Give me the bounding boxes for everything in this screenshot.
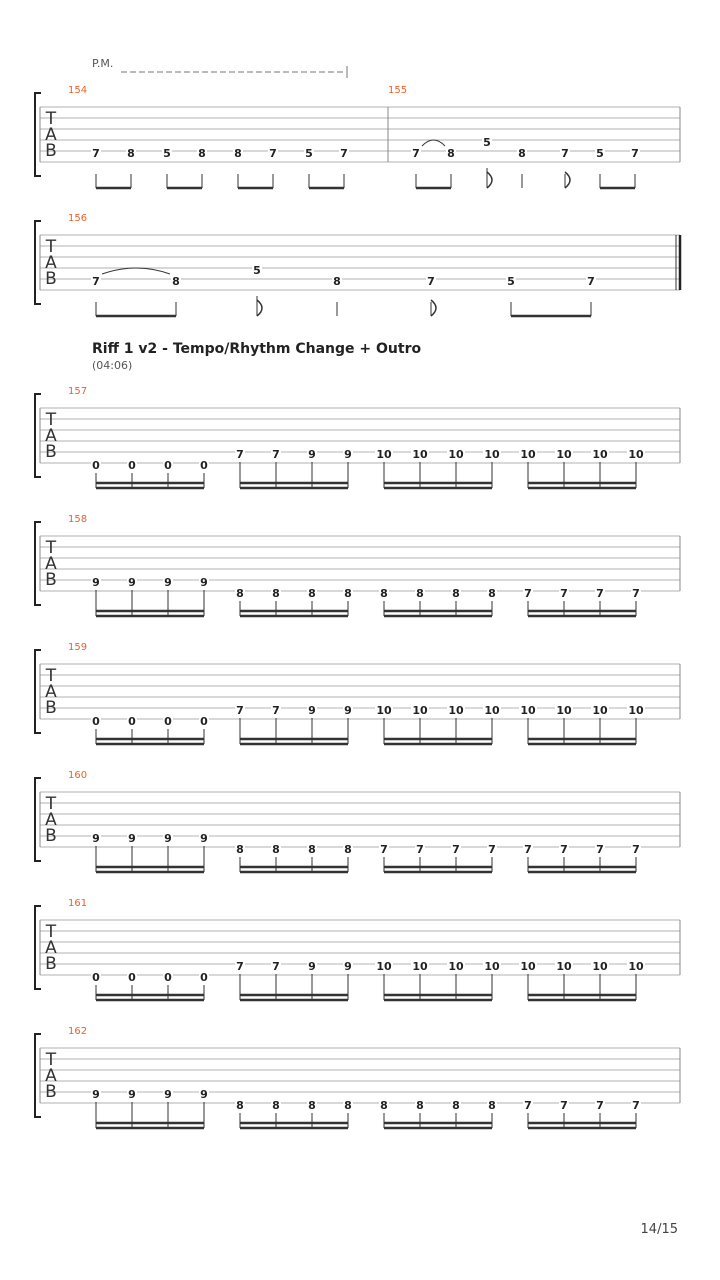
fret-number: 10	[412, 960, 428, 973]
note-flag	[487, 172, 492, 188]
fret-number: 7	[587, 275, 595, 288]
fret-number: 7	[524, 843, 532, 856]
measure-number: 156	[68, 213, 88, 224]
fret-number: 7	[488, 843, 496, 856]
measure-number: 162	[68, 1026, 88, 1037]
fret-number: 8	[308, 843, 316, 856]
fret-number: 10	[448, 704, 464, 717]
fret-number: 10	[412, 448, 428, 461]
fret-number: 8	[127, 147, 135, 160]
fret-number: 7	[596, 843, 604, 856]
fret-number: 10	[556, 704, 572, 717]
fret-number: 8	[344, 843, 352, 856]
staff-system-4	[35, 514, 680, 616]
fret-number: 7	[560, 1099, 568, 1112]
tab-clef-letter: T	[45, 1050, 57, 1070]
tab-clef-letter: B	[45, 698, 57, 718]
fret-number: 9	[164, 832, 172, 845]
fret-number: 0	[92, 459, 100, 472]
fret-number: 7	[380, 843, 388, 856]
tab-clef-letter: T	[45, 109, 57, 129]
fret-number: 5	[596, 147, 604, 160]
fret-number: 8	[198, 147, 206, 160]
fret-number: 10	[592, 704, 608, 717]
fret-number: 7	[269, 147, 277, 160]
fret-number: 10	[448, 960, 464, 973]
measure-number: 159	[68, 642, 88, 653]
fret-number: 7	[452, 843, 460, 856]
fret-number: 10	[448, 448, 464, 461]
measure-number: 155	[388, 85, 408, 96]
fret-number: 9	[308, 448, 316, 461]
fret-number: 10	[592, 960, 608, 973]
fret-number: 8	[380, 1099, 388, 1112]
fret-number: 0	[200, 971, 208, 984]
measure-number: 154	[68, 85, 88, 96]
fret-number: 8	[272, 1099, 280, 1112]
fret-number: 7	[272, 704, 280, 717]
fret-number: 7	[236, 704, 244, 717]
palm-mute-label: P.M.	[92, 57, 114, 70]
tab-clef-letter: T	[45, 237, 57, 257]
fret-number: 7	[560, 587, 568, 600]
fret-number: 7	[632, 843, 640, 856]
fret-number: 8	[488, 1099, 496, 1112]
fret-number: 7	[92, 275, 100, 288]
fret-number: 5	[483, 136, 491, 149]
fret-number: 9	[344, 448, 352, 461]
fret-number: 7	[596, 1099, 604, 1112]
fret-number: 5	[163, 147, 171, 160]
measure-number: 161	[68, 898, 88, 909]
tab-clef-letter: T	[45, 538, 57, 558]
tab-clef-letter: B	[45, 954, 57, 974]
fret-number: 8	[234, 147, 242, 160]
fret-number: 7	[412, 147, 420, 160]
fret-number: 8	[236, 843, 244, 856]
fret-number: 9	[164, 576, 172, 589]
fret-number: 7	[272, 960, 280, 973]
fret-number: 8	[308, 587, 316, 600]
fret-number: 10	[484, 960, 500, 973]
measure-number: 157	[68, 386, 88, 397]
fret-number: 7	[596, 587, 604, 600]
tab-clef-letter: T	[45, 794, 57, 814]
tab-clef-letter: A	[45, 554, 57, 574]
fret-number: 9	[200, 832, 208, 845]
fret-number: 9	[128, 832, 136, 845]
fret-number: 9	[308, 704, 316, 717]
fret-number: 9	[92, 576, 100, 589]
tab-clef-letter: B	[45, 141, 57, 161]
fret-number: 10	[484, 704, 500, 717]
tab-clef-letter: T	[45, 666, 57, 686]
fret-number: 10	[376, 704, 392, 717]
fret-number: 10	[484, 448, 500, 461]
fret-number: 9	[128, 576, 136, 589]
measure-number: 158	[68, 514, 88, 525]
fret-number: 9	[344, 960, 352, 973]
fret-number: 8	[416, 1099, 424, 1112]
tab-clef-letter: A	[45, 682, 57, 702]
tab-clef-letter: B	[45, 269, 57, 289]
fret-number: 9	[128, 1088, 136, 1101]
fret-number: 7	[561, 147, 569, 160]
fret-number: 7	[560, 843, 568, 856]
tab-clef-letter: A	[45, 125, 57, 145]
fret-number: 0	[128, 715, 136, 728]
staff-system-7	[35, 898, 680, 1000]
tab-clef-letter: A	[45, 810, 57, 830]
fret-number: 10	[520, 448, 536, 461]
fret-number: 0	[200, 459, 208, 472]
fret-number: 7	[632, 1099, 640, 1112]
fret-number: 9	[200, 1088, 208, 1101]
staff-systems	[35, 85, 680, 1128]
note-flag	[257, 300, 262, 316]
fret-number: 5	[305, 147, 313, 160]
fret-number: 8	[236, 1099, 244, 1112]
palm-mute-marking	[92, 57, 347, 78]
fret-number: 0	[128, 459, 136, 472]
fret-number: 8	[308, 1099, 316, 1112]
fret-number: 10	[628, 448, 644, 461]
fret-number: 7	[427, 275, 435, 288]
staff-system-3	[35, 386, 680, 488]
fret-number: 8	[344, 587, 352, 600]
fret-number: 8	[272, 587, 280, 600]
fret-number: 9	[92, 832, 100, 845]
section-title: Riff 1 v2 - Tempo/Rhythm Change + Outro	[92, 341, 422, 357]
tab-clef-letter: A	[45, 938, 57, 958]
fret-number: 9	[344, 704, 352, 717]
fret-number: 0	[164, 715, 172, 728]
fret-number: 5	[253, 264, 261, 277]
fret-number: 0	[164, 459, 172, 472]
fret-number: 7	[236, 960, 244, 973]
fret-number: 0	[92, 715, 100, 728]
fret-number: 10	[628, 704, 644, 717]
fret-number: 7	[236, 448, 244, 461]
tab-clef-letter: T	[45, 922, 57, 942]
page-number: 14/15	[640, 1222, 678, 1237]
fret-number: 8	[488, 587, 496, 600]
fret-number: 10	[556, 448, 572, 461]
fret-number: 7	[92, 147, 100, 160]
tab-clef-letter: A	[45, 253, 57, 273]
fret-number: 10	[376, 448, 392, 461]
fret-number: 7	[272, 448, 280, 461]
fret-number: 5	[507, 275, 515, 288]
fret-number: 7	[631, 147, 639, 160]
fret-number: 9	[308, 960, 316, 973]
fret-number: 8	[452, 1099, 460, 1112]
fret-number: 0	[164, 971, 172, 984]
fret-number: 10	[376, 960, 392, 973]
fret-number: 8	[172, 275, 180, 288]
fret-number: 10	[520, 704, 536, 717]
fret-number: 10	[520, 960, 536, 973]
fret-number: 8	[344, 1099, 352, 1112]
tie	[422, 140, 445, 146]
fret-number: 8	[416, 587, 424, 600]
staff-system-8	[35, 1026, 680, 1128]
fret-number: 8	[452, 587, 460, 600]
fret-number: 9	[164, 1088, 172, 1101]
section-time: (04:06)	[92, 359, 133, 372]
note-flag	[431, 300, 436, 316]
fret-number: 8	[380, 587, 388, 600]
tab-clef-letter: B	[45, 826, 57, 846]
fret-number: 10	[412, 704, 428, 717]
staff-system-2	[35, 213, 680, 316]
fret-number: 0	[92, 971, 100, 984]
fret-number: 7	[632, 587, 640, 600]
fret-number: 0	[200, 715, 208, 728]
fret-number: 8	[447, 147, 455, 160]
staff-system-5	[35, 642, 680, 744]
fret-number: 7	[340, 147, 348, 160]
fret-number: 8	[236, 587, 244, 600]
fret-number: 7	[524, 587, 532, 600]
fret-number: 9	[200, 576, 208, 589]
note-flag	[565, 172, 570, 188]
fret-number: 8	[333, 275, 341, 288]
measure-number: 160	[68, 770, 88, 781]
staff-system-6	[35, 770, 680, 872]
tab-clef-letter: A	[45, 1066, 57, 1086]
tab-clef-letter: A	[45, 426, 57, 446]
tab-clef-letter: B	[45, 1082, 57, 1102]
tie	[102, 268, 170, 274]
fret-number: 8	[272, 843, 280, 856]
fret-number: 8	[518, 147, 526, 160]
tab-clef-letter: B	[45, 570, 57, 590]
fret-number: 7	[416, 843, 424, 856]
fret-number: 7	[524, 1099, 532, 1112]
fret-number: 9	[92, 1088, 100, 1101]
tab-clef-letter: B	[45, 442, 57, 462]
staff-system-1	[35, 85, 680, 188]
fret-number: 10	[592, 448, 608, 461]
fret-number: 0	[128, 971, 136, 984]
fret-number: 10	[556, 960, 572, 973]
fret-number: 10	[628, 960, 644, 973]
tab-clef-letter: T	[45, 410, 57, 430]
